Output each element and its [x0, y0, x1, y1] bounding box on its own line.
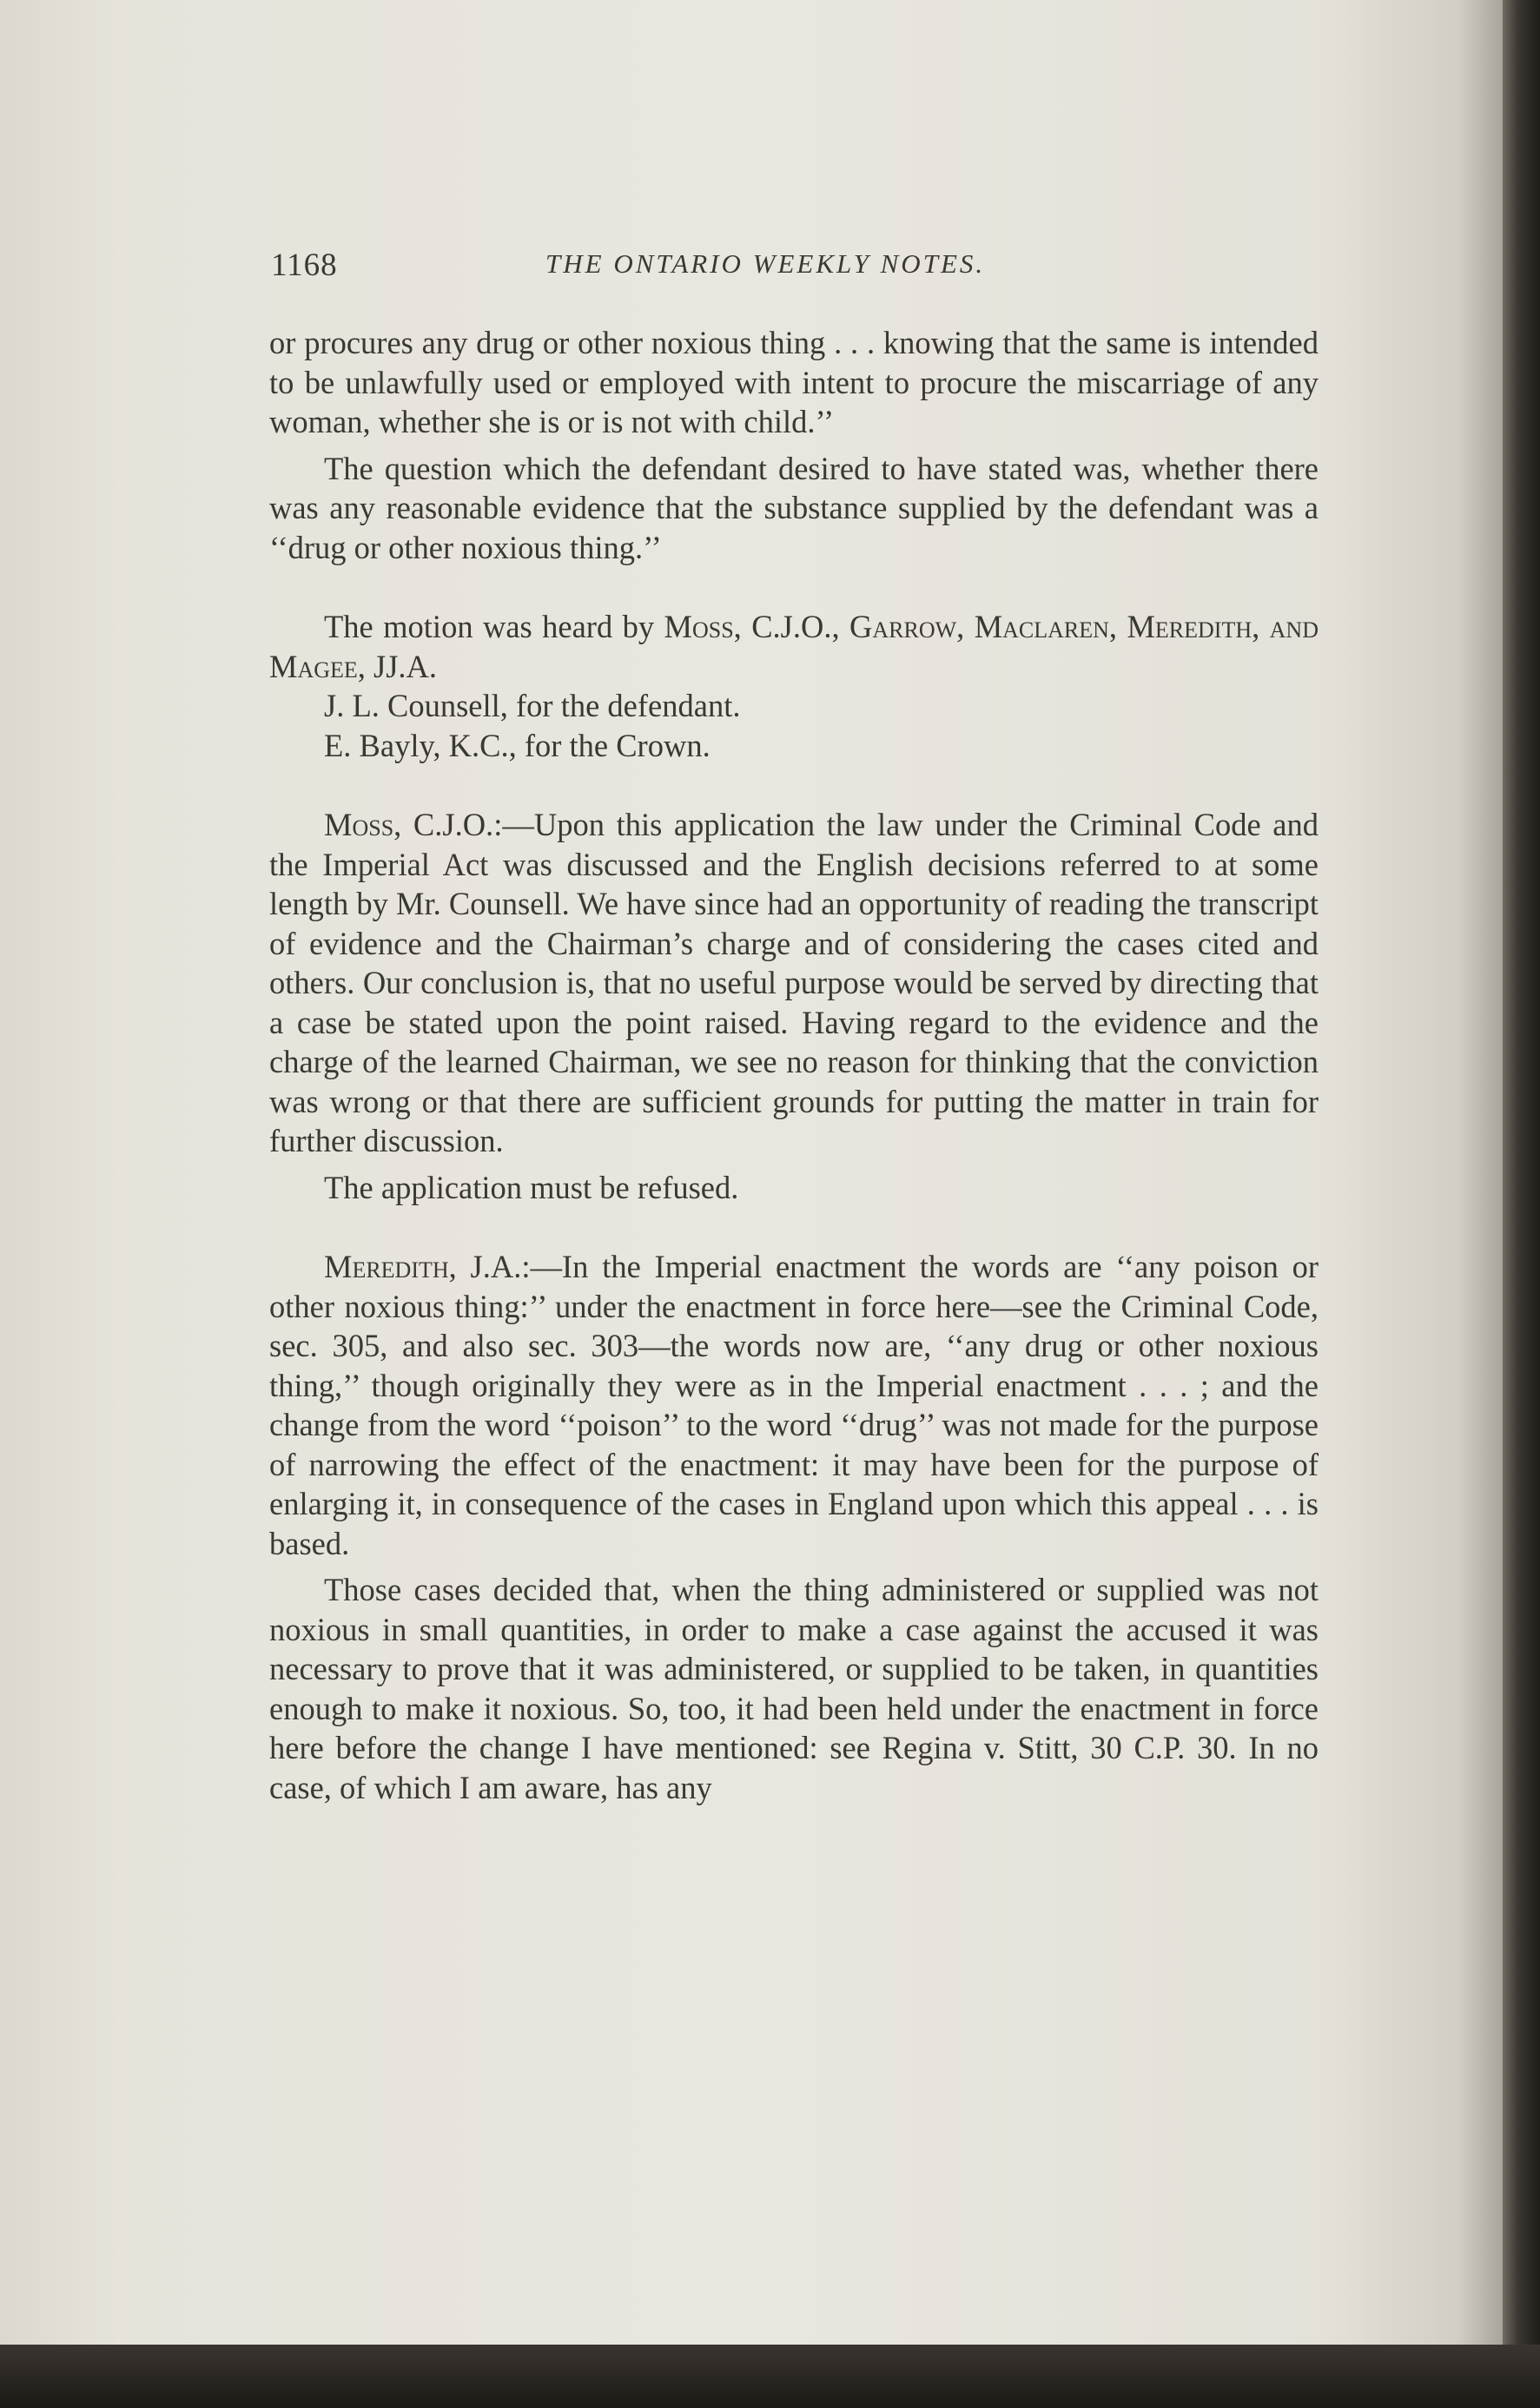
judge-name-moss: Moss, C.J.O. — [324, 807, 494, 842]
binding-edge — [0, 2345, 1540, 2408]
hearing-lead: The motion was heard by — [324, 609, 664, 644]
running-title: THE ONTARIO WEEKLY NOTES. — [545, 248, 986, 279]
question-paragraph: The question which the defendant desired to have stated was, whether there was any reasonable evidence that the substance supplied by the defendant was a ‘‘drug or other noxious thing.’’ — [269, 450, 1319, 565]
moss-judgment-text: :—Upon this application the law under the Criminal Code and the Imperial Act was discussed and the English decisions referred to at some length by Mr. Counsell. We have since had an opportunity of reading the transcript of evidence and the Chairman’s charge and of considering the cases cited and others. Our conclusion is, that no useful purpose would be served by directing that a case be stated upon the point raised. Having regard to the evidence and the charge of the learned Chairman, we see no reason for thinking that the conviction was wrong or that there are sufficient grounds for putting the matter in train for further discussion. — [269, 807, 1319, 1158]
page-number: 1168 — [271, 247, 338, 283]
cases-paragraph: Those cases decided that, when the thing administered or supplied was not noxious in small quantities, in order to make a case against the accused it was necessary to prove that it was administered, or supplied to be taken, in quantities enough to make it noxious. So, too, it had been held under the enactment in force here before the change I have mentioned: see Regina v. Stitt, 30 C.P. 30. In no case, of which I am aware, has any — [269, 1572, 1319, 1805]
moss-judgment — [269, 805, 1319, 1161]
hearing-judges: Moss, C.J.O., Garrow, Maclaren, Meredith, and Magee, JJ.A. — [269, 609, 1319, 684]
counsel-crown: E. Bayly, K.C., for the Crown. — [324, 727, 711, 763]
page-header — [271, 247, 1322, 290]
counsel-defendant: J. L. Counsell, for the defendant. — [324, 688, 741, 723]
application-refused: The application must be refused. — [324, 1169, 739, 1205]
book-spine — [1503, 0, 1540, 2408]
judge-name-meredith: Meredith, J.A. — [324, 1249, 522, 1284]
meredith-judgment — [269, 1247, 1319, 1563]
body-text — [269, 323, 1319, 1807]
hearing-paragraph — [269, 607, 1319, 686]
meredith-judgment-text: :—In the Imperial enactment the words are ‘‘any poison or other noxious thing:’’ under the enactment in force here—see the Criminal Code, sec. 305, and also sec. 303—the words now are, ‘‘any drug or other noxious thing,’’ though originally they were as in the Imperial enactment . . . ; and the change from the word ‘‘poison’’ to the word ‘‘drug’’ was not made for the purpose of narrowing the effect of the enactment: it may have been for the purpose of enlarging it, in consequence of the cases in England upon which this appeal . . . is based. — [269, 1249, 1319, 1561]
statute-quote-continuation: or procures any drug or other noxious thing . . . knowing that the same is intended to be unlawfully used or employed with intent to procure the miscarriage of any woman, whether she is or is not with child.’’ — [269, 325, 1319, 439]
